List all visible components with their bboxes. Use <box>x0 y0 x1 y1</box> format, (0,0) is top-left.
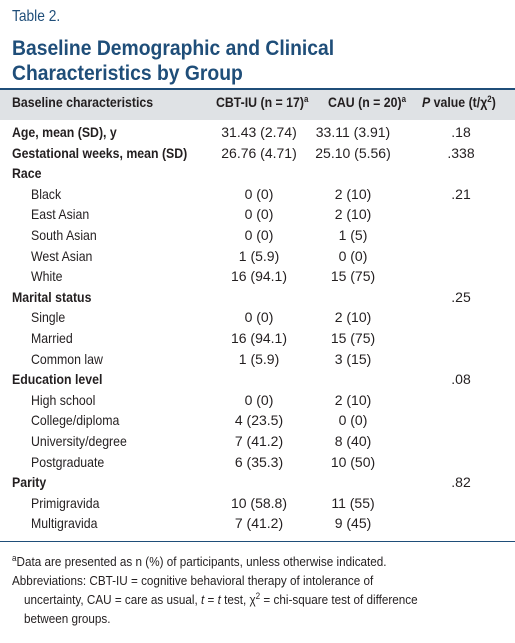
table-row <box>0 248 515 268</box>
cau-value: 0 (0) <box>338 412 368 429</box>
table-title <box>12 36 334 86</box>
cau-value: 3 (15) <box>334 350 372 367</box>
cbt-iu-value: 4 (23.5) <box>234 412 284 429</box>
cau-value: 2 (10) <box>334 391 372 408</box>
table-row <box>0 433 515 453</box>
header-cbt-iu: CBT-IU (n = 17)$^a$ <box>216 94 309 110</box>
table-row <box>0 454 515 474</box>
row-label: Marital status <box>12 288 92 305</box>
table-row <box>0 392 515 412</box>
row-label: White <box>31 268 63 285</box>
row-label: Single <box>31 309 66 326</box>
cau-value: 33.11 (3.91) <box>315 124 391 140</box>
p-value: .25 <box>451 288 471 305</box>
footnote-a: $^a$Data are presented as n (%) of participants, unless otherwise indicated. <box>12 553 387 569</box>
cbt-iu-value: 16 (94.1) <box>230 268 288 285</box>
cbt-iu-value: 0 (0) <box>244 309 274 326</box>
cau-value: 15 (75) <box>330 330 376 346</box>
header-p-value: P value $(t/\chi^2)$ <box>422 94 496 110</box>
row-label: Postgraduate <box>31 453 105 470</box>
cbt-iu-value: 0 (0) <box>244 227 274 243</box>
footnote-abbreviations-2: uncertainty, CAU = care as usual, t = t test, $\chi^2$ = chi-square test of difference <box>24 591 418 607</box>
p-value: .338 <box>447 144 475 161</box>
cau-value: 10 (50) <box>330 453 376 470</box>
table-label: Table 2. <box>12 8 61 25</box>
table-row <box>0 145 515 165</box>
row-label: High school <box>31 391 96 408</box>
row-label: West Asian <box>31 247 93 264</box>
row-label: Education level <box>12 371 103 388</box>
cbt-iu-value: 7 (41.2) <box>234 515 284 532</box>
table-row <box>0 227 515 247</box>
cau-value: 15 (75) <box>330 268 376 285</box>
cau-value: 9 (45) <box>334 515 372 532</box>
row-label: Married <box>31 330 73 346</box>
p-value: .21 <box>451 185 471 202</box>
cbt-iu-value: 1 (5.9) <box>238 247 280 264</box>
table-row <box>0 289 515 309</box>
cbt-iu-value: 0 (0) <box>244 206 274 223</box>
cau-value: 2 (10) <box>334 309 372 326</box>
cau-value: 25.10 (5.56) <box>315 144 391 161</box>
cau-value: 2 (10) <box>334 185 372 202</box>
row-label: University/degree <box>31 433 127 449</box>
row-label: Parity <box>12 474 47 491</box>
header-baseline-characteristics: Baseline characteristics <box>12 94 154 110</box>
row-label: Primigravida <box>31 494 100 511</box>
title-line-1: Baseline Demographic and Clinical <box>12 37 335 60</box>
row-label: Black <box>31 185 62 202</box>
footnote-divider <box>0 541 515 542</box>
table-row <box>0 330 515 350</box>
p-value: .82 <box>451 474 471 491</box>
row-label: East Asian <box>31 206 90 223</box>
table-row <box>0 165 515 185</box>
cau-value: 11 (55) <box>331 494 375 511</box>
footnote-abbreviations-3: between groups. <box>24 611 111 626</box>
p-value: .08 <box>451 371 471 388</box>
table-row <box>0 186 515 206</box>
table-row <box>0 412 515 432</box>
table-row <box>0 474 515 494</box>
table-row <box>0 268 515 288</box>
row-label: Age, mean (SD), y <box>12 124 117 140</box>
cau-value: 0 (0) <box>338 247 368 264</box>
table-row <box>0 124 515 144</box>
table-row <box>0 495 515 515</box>
p-value: .18 <box>451 124 471 140</box>
cbt-iu-value: 31.43 (2.74) <box>221 124 297 140</box>
header-cau: CAU (n = 20)$^a$ <box>328 94 407 110</box>
cbt-iu-value: 10 (58.8) <box>230 494 288 511</box>
cau-value: 8 (40) <box>334 433 372 449</box>
table-row <box>0 309 515 329</box>
cbt-iu-value: 26.76 (4.71) <box>221 144 297 161</box>
table-row <box>0 515 515 535</box>
row-label: Multigravida <box>31 515 98 532</box>
row-label: Gestational weeks, mean (SD) <box>12 144 188 161</box>
cbt-iu-value: 0 (0) <box>244 391 274 408</box>
row-label: South Asian <box>31 227 97 243</box>
title-line-2: Characteristics by Group <box>12 62 243 85</box>
cbt-iu-value: 1 (5.9) <box>238 350 280 367</box>
table-row <box>0 371 515 391</box>
cau-value: 1 (5) <box>338 227 368 243</box>
row-label: Race <box>12 165 42 182</box>
cau-value: 2 (10) <box>334 206 372 223</box>
cbt-iu-value: 6 (35.3) <box>234 453 284 470</box>
cbt-iu-value: 16 (94.1) <box>230 330 288 346</box>
cbt-iu-value: 0 (0) <box>244 185 274 202</box>
footnote-abbreviations-1: Abbreviations: CBT-IU = cognitive behavioral therapy of intolerance of <box>12 573 374 588</box>
cbt-iu-value: 7 (41.2) <box>234 433 284 449</box>
table-row <box>0 206 515 226</box>
row-label: Common law <box>31 350 103 367</box>
row-label: College/diploma <box>31 412 120 429</box>
table-row <box>0 351 515 371</box>
